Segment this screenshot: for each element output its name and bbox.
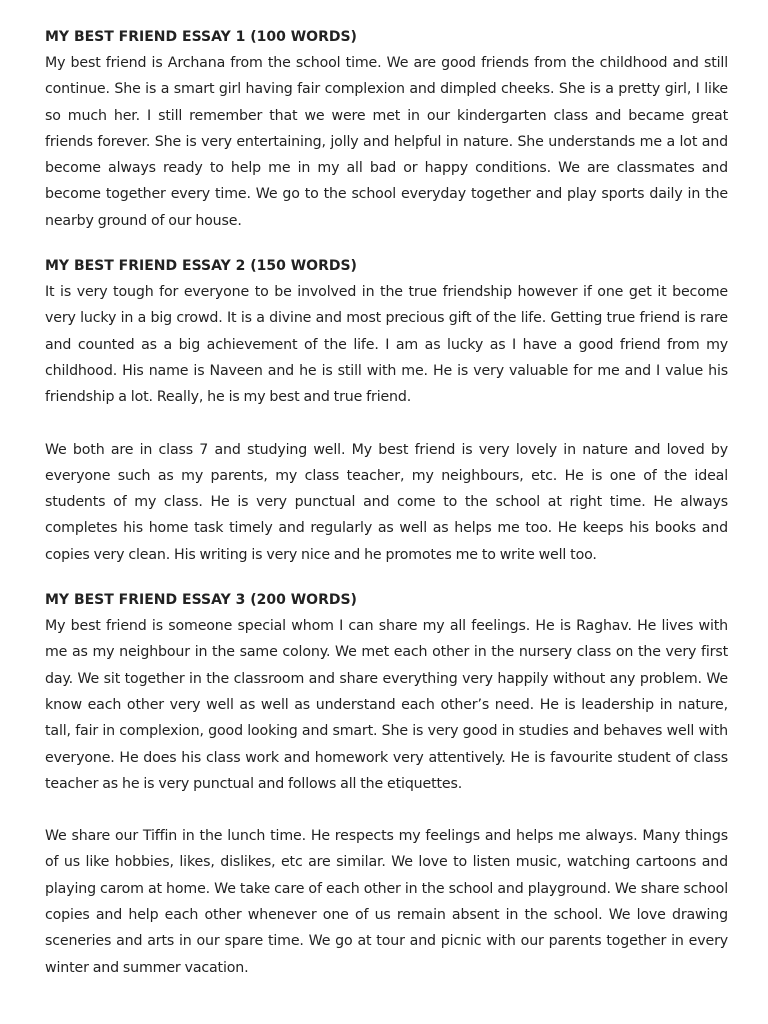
section-heading-essay-2: MY BEST FRIEND ESSAY 2 (150 WORDS) bbox=[45, 258, 357, 275]
section-spacer bbox=[45, 568, 728, 587]
section-spacer bbox=[45, 234, 728, 253]
essay-3-paragraph-2: We share our Tiffin in the lunch time. He respects my feelings and helps me always. Many things of us like hobbies, likes, dislikes, etc are similar. We love to listen music, watching cartoons and playing carom at home. We take care of each other in the school and playground. We share school copies and help each other whenever one of us remain absent in the school. We love drawing sceneries and arts in our spare time. We go at tour and picnic with our parents together in every winter and summer vacation. bbox=[45, 828, 728, 976]
paragraph-spacer bbox=[45, 411, 728, 437]
section-heading-essay-1: MY BEST FRIEND ESSAY 1 (100 WORDS) bbox=[45, 29, 357, 45]
section-heading-essay-3: MY BEST FRIEND ESSAY 3 (200 WORDS) bbox=[45, 592, 357, 609]
essay-1-paragraph-1: My best friend is Archana from the school time. We are good friends from the childhood and still continue. She is a smart girl having fair complexion and dimpled cheeks. She is a pretty girl, I like so much her. I still remember that we were met in our kindergarten class and became great friends forever. She is very entertaining, jolly and helpful in nature. She understands me a lot and become always ready to help me in my all bad or happy conditions. We are classmates and become together every time. We go to the school everyday together and play sports daily in the nearby ground of our house. bbox=[45, 55, 728, 229]
essay-document bbox=[45, 24, 728, 981]
essay-2-paragraph-2: We both are in class 7 and studying well. My best friend is very lovely in nature and loved by everyone such as my parents, my class teacher, my neighbours, etc. He is one of the ideal students of my class. He is very punctual and come to the school at right time. He always completes his home task timely and regularly as well as helps me too. He keeps his books and copies very clean. His writing is very nice and he promotes me to write well too. bbox=[45, 441, 728, 563]
essay-3-paragraph-1: My best friend is someone special whom I can share my all feelings. He is Raghav. He lives with me as my neighbour in the same colony. We met each other in the nursery class on the very first day. We sit together in the classroom and share everything very happily without any problem. We know each other very well as well as understand each other’s need. He is leadership in nature, tall, fair in complexion, good looking and smart. She is very good in studies and behaves well with everyone. He does his class work and homework very attentively. He is favourite student of class teacher as he is very punctual and follows all the etiquettes. bbox=[45, 618, 728, 792]
paragraph-spacer bbox=[45, 797, 728, 823]
essay-2-paragraph-1: It is very tough for everyone to be involved in the true friendship however if one get it become very lucky in a big crowd. It is a divine and most precious gift of the life. Getting true friend is rare and counted as a big achievement of the life. I am as lucky as I have a good friend from my childhood. His name is Naveen and he is still with me. He is very valuable for me and I value his friendship a lot. Really, he is my best and true friend. bbox=[45, 284, 728, 406]
